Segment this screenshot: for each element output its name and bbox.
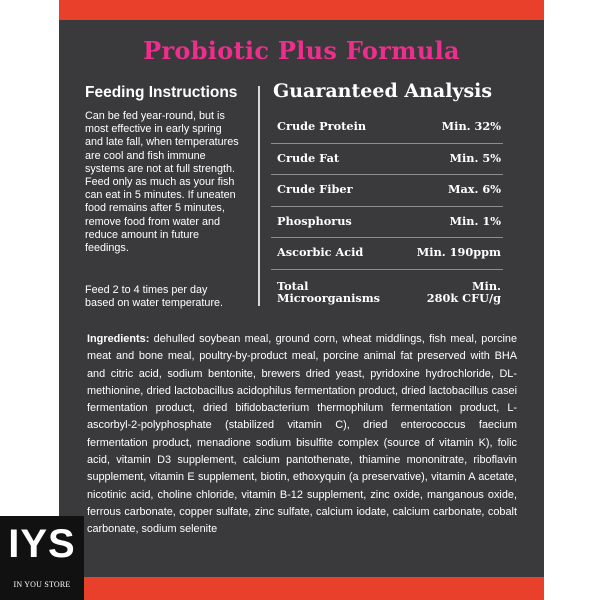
analysis-nutrient: Crude Fat [277,150,340,165]
guaranteed-analysis-table [271,112,503,316]
analysis-row [271,238,503,270]
analysis-nutrient: Total Microorganisms [277,278,381,305]
analysis-row [271,207,503,239]
ingredients-paragraph [87,331,517,539]
product-label-panel [59,0,544,600]
analysis-row [271,112,503,144]
ingredients-label: Ingredients: [87,333,150,345]
analysis-value: Min. 280k CFU/g [426,278,501,305]
analysis-row [271,270,503,316]
bottom-red-band [59,577,544,600]
analysis-row [271,144,503,176]
analysis-value: Min. 190ppm [416,245,501,259]
analysis-nutrient: Crude Fiber [277,182,353,196]
analysis-value: Max. 6% [447,182,501,196]
product-title: Probiotic Plus Formula [143,36,460,65]
analysis-row [271,175,503,207]
guaranteed-analysis-heading: Guaranteed Analysis [273,80,493,102]
store-logo-mark: IYS [8,522,76,566]
column-divider [258,86,260,306]
ingredients-list: dehulled soybean meal, ground corn, wheat middlings, fish meal, porcine meat and bone meal, poultry-by-product meal, porcine animal fat preserved with BHA and citric acid, sodium bentonite, brewers dried yeast, pyridoxine hydrochloride, DL-methionine, dried lactobacillus acidophilus fermentation product, dried lactobacillus casei fermentation product, dried bifidobacterium thermophilum fermentation product, L-ascorbyl-2-polyphosphate (stabilized vitamin C), dried enterococcus faecium fermentation product, menadione sodium bisulfite complex (source of vitamin K), folic acid, vitamin D3 supplement, calcium pantothenate, thiamine mononitrate, riboflavin supplement, vitamin E supplement, biotin, ethoxyquin (a preservative), vitamin A acetate, nicotinic acid, choline chloride, vitamin B-12 supplement, zinc oxide, manganous oxide, ferrous carbonate, copper sulfate, zinc sulfate, calcium iodate, calcium carbonate, cobalt carbonate, sodium selenite [87,333,518,536]
analysis-nutrient: Ascorbic Acid [277,245,364,259]
store-logo [0,516,84,600]
store-logo-tagline: IN YOU STORE [13,580,71,589]
analysis-nutrient: Phosphorus [277,213,352,228]
analysis-nutrient: Crude Protein [277,119,367,133]
analysis-value: Min. 5% [449,150,501,165]
analysis-value: Min. 32% [441,119,501,133]
top-red-band [59,0,544,20]
feeding-instructions-heading: Feeding Instructions [85,84,238,101]
feeding-frequency-text: Feed 2 to 4 times per day based on water temperature. [85,284,224,310]
feeding-instructions-text: Can be fed year-round, but is most effective in early spring and late fall, when temperatures are cool and fish immune systems are not at full strength. Feed only as much as your fish can eat in 5 minutes. If uneaten food remains after 5 minutes, remove food from water and reduce amount in future feedings. [85,110,239,255]
analysis-value: Min. 1% [449,213,501,228]
